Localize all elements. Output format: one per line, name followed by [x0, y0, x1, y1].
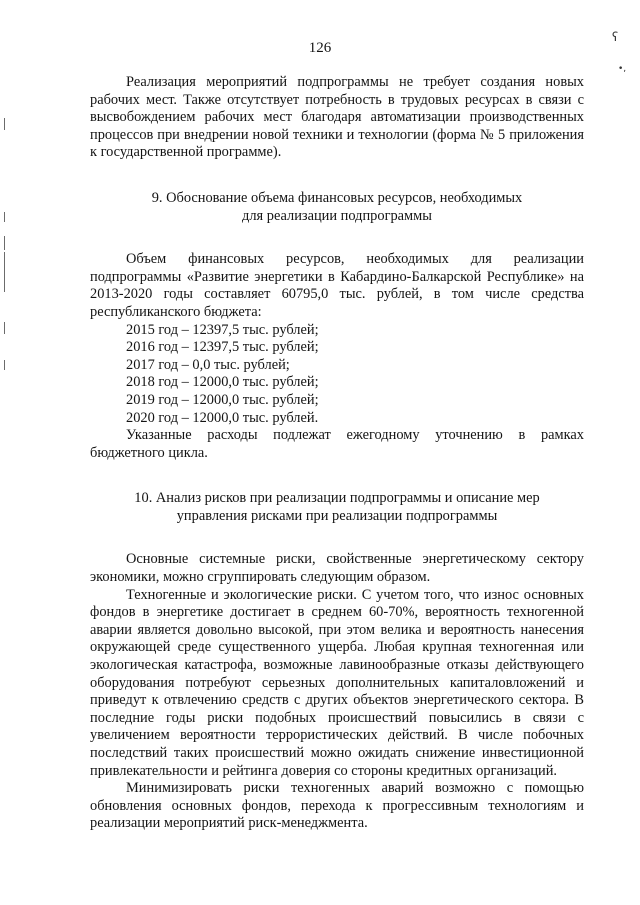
section-9-intro: Объем финансовых ресурсов, необходимых для реализации подпрограммы «Развитие энергетики в Кабардино-Балкарской Республике» на 2013-2020 годы составляет 60795,0 тыс. рублей, в том числе средства республиканского бюджета:	[90, 251, 584, 320]
funding-item: 2018 год – 12000,0 тыс. рублей;	[126, 374, 319, 391]
section-10-paragraph-systemic-risks: Основные системные риски, свойственные энергетическому сектору экономики, можно сгруппировать следующим образом.	[90, 551, 584, 586]
section-9-closing: Указанные расходы подлежат ежегодному уточнению в рамках бюджетного цикла.	[90, 427, 584, 461]
funding-item: 2017 год – 0,0 тыс. рублей;	[126, 356, 290, 373]
scan-artifact-mark: ʕ	[612, 30, 619, 44]
funding-by-year-list	[90, 322, 584, 428]
section-10-paragraph-minimization: Минимизировать риски техногенных аварий возможно с помощью обновления основных фондов, перехода к прогрессивным технологиям и реализации мероприятий риск-менеджмента.	[90, 780, 584, 832]
section-9-title-line-2: для реализации подпрограммы	[242, 207, 432, 224]
section-10-title-line-1: 10. Анализ рисков при реализации подпрограммы и описание мер	[134, 490, 540, 507]
funding-item: 2015 год – 12397,5 тыс. рублей;	[126, 321, 319, 338]
section-9-title-line-1: 9. Обоснование объема финансовых ресурсов, необходимых	[151, 189, 523, 206]
section-10-paragraph-technogenic-risks: Техногенные и экологические риски. С учетом того, что износ основных фондов в энергетике достигает в среднем 60-70%, вероятность техногенной аварии является довольно высокой, при этом велика и вероятность нанесения окружающей среде существенного ущерба. Любая крупная техногенная или экологическая катастрофа, возможные лавинообразные отказы действующего оборудования потребуют серьезных дополнительных капиталовложений и приведут к отвлечению средств с других объектов энергетического сектора. В последние годы риски подобных происшествий повысились в связи с увеличением вероятности террористических действий. В числе побочных последствий таких происшествий можно ожидать снижение инвестиционной привлекательности и рейтинга доверия со стороны кредитных организаций.	[90, 586, 584, 779]
page-number: 126	[308, 40, 332, 56]
scan-artifact-dot: •,	[618, 64, 627, 74]
funding-item: 2020 год – 12000,0 тыс. рублей.	[126, 409, 319, 426]
section-10-title-line-2: управления рисками при реализации подпрограммы	[176, 507, 498, 524]
funding-item: 2016 год – 12397,5 тыс. рублей;	[126, 339, 319, 356]
paragraph-workplaces: Реализация мероприятий подпрограммы не требует создания новых рабочих мест. Также отсутствует потребность в трудовых ресурсах в связи с высвобождением рабочих мест благодаря автоматизации производственных процессов при внедрении новой техники и технологии (форма № 5 приложения к государственной программе).	[90, 74, 584, 161]
document-body	[90, 74, 584, 833]
funding-item: 2019 год – 12000,0 тыс. рублей;	[126, 391, 319, 408]
